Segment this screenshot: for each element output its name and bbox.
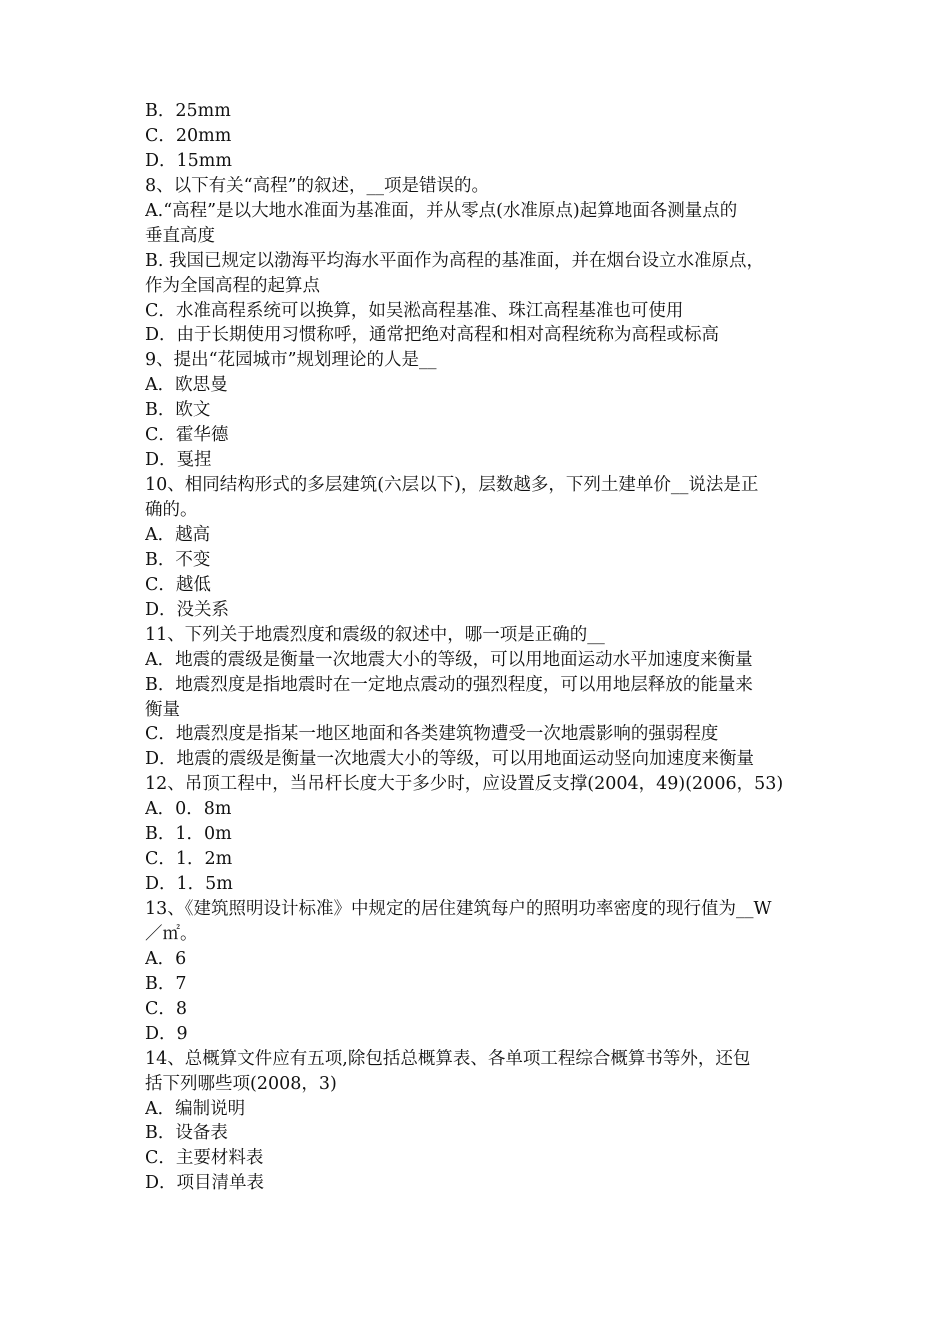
question-12: 12、吊顶工程中，当吊杆长度大于多少时，应设置反支撑(2004，49)(2006，53) [145, 774, 784, 795]
option-b-q7: B．25mm [145, 101, 231, 121]
option-d-q12: D．1．5m [145, 874, 233, 895]
option-b-q13: B．7 [145, 973, 187, 994]
option-b-q8-line2: 作为全国高程的起算点 [145, 275, 320, 296]
option-d-q14: D．项目清单表 [145, 1173, 265, 1194]
option-b-q11-line2: 衡量 [145, 699, 180, 720]
question-14-line2: 括下列哪些项(2008，3) [145, 1073, 337, 1094]
option-b-q8-line1: B. 我国已规定以渤海平均海水平面作为高程的基准面，并在烟台设立水准原点， [145, 250, 764, 271]
option-c-q7: C．20mm [145, 125, 232, 146]
exam-text [145, 99, 815, 1196]
option-c-q14: C．主要材料表 [145, 1148, 264, 1169]
option-b-q14: B．设备表 [145, 1123, 228, 1144]
option-a-q11: A．地震的震级是衡量一次地震大小的等级，可以用地面运动水平加速度来衡量 [145, 649, 753, 670]
option-d-q11: D．地震的震级是衡量一次地震大小的等级，可以用地面运动竖向加速度来衡量 [145, 749, 755, 770]
option-d-q10: D．没关系 [145, 599, 230, 620]
option-d-q8: D．由于长期使用习惯称呼，通常把绝对高程和相对高程统称为高程或标高 [145, 325, 720, 346]
question-11: 11、下列关于地震烈度和震级的叙述中，哪一项是正确的__ [145, 624, 605, 645]
option-c-q11: C．地震烈度是指某一地区地面和各类建筑物遭受一次地震影响的强弱程度 [145, 724, 719, 745]
option-c-q12: C．1．2m [145, 849, 233, 870]
option-c-q10: C．越低 [145, 574, 211, 595]
option-a-q10: A．越高 [145, 524, 211, 545]
option-c-q13: C．8 [145, 998, 188, 1019]
question-10-line2: 确的。 [145, 500, 198, 520]
question-8: 8、以下有关“高程”的叙述，__项是错误的。 [145, 175, 490, 196]
option-a-q8-line2: 垂直高度 [145, 225, 215, 246]
option-b-q10: B．不变 [145, 549, 211, 570]
option-b-q12: B．1．0m [145, 824, 232, 845]
option-b-q11-line1: B．地震烈度是指地震时在一定地点震动的强烈程度，可以用地层释放的能量来 [145, 674, 753, 695]
option-d-q7: D．15mm [145, 150, 232, 171]
question-13-line2: ／㎡。 [145, 923, 198, 944]
option-d-q9: D．戛捏 [145, 450, 212, 471]
question-14-line1: 14、总概算文件应有五项,除包括总概算表、各单项工程综合概算书等外，还包 [145, 1048, 751, 1069]
option-a-q9: A．欧思曼 [145, 375, 228, 396]
question-10-line1: 10、相同结构形式的多层建筑(六层以下)，层数越多，下列土建单价__说法是正 [145, 475, 759, 496]
option-a-q14: A．编制说明 [145, 1098, 246, 1119]
option-a-q13: A．6 [145, 948, 187, 969]
question-9: 9、提出“花园城市”规划理论的人是__ [145, 350, 437, 371]
question-13-line1: 13、《建筑照明设计标准》中规定的居住建筑每户的照明功率密度的现行值为__W [145, 899, 772, 919]
option-c-q9: C．霍华德 [145, 425, 229, 446]
option-d-q13: D．9 [145, 1023, 188, 1044]
option-a-q12: A．0．8m [145, 799, 232, 820]
option-b-q9: B．欧文 [145, 400, 211, 421]
option-c-q8: C．水准高程系统可以换算，如吴淞高程基准、珠江高程基准也可使用 [145, 300, 684, 321]
option-a-q8-line1: A.“高程”是以大地水准面为基准面，并从零点(水准原点)起算地面各测量点的 [145, 200, 738, 221]
